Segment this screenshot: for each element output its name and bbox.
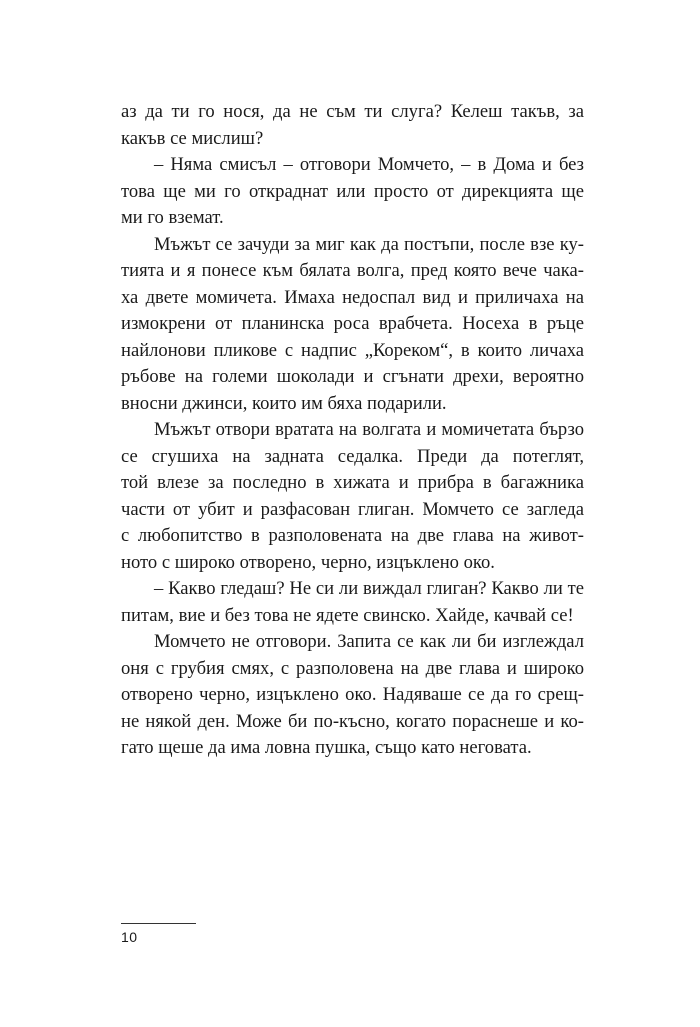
text-line: не някой ден. Може би по-късно, когато пораснеше и ко- <box>121 710 584 732</box>
text-line: Мъжът се зачуди за миг как да постъпи, после взе ку- <box>154 233 584 255</box>
text-line: части от убит и разфасован глиган. Момчето се загледа <box>121 498 584 520</box>
text-line: се сгушиха на задната седалка. Преди да потеглят, <box>121 445 584 467</box>
text-line: вносни джинси, които им бяха подарили. <box>121 392 447 414</box>
text-line: питам, вие и без това не ядете свинско. Хайде, качвай се! <box>121 604 574 626</box>
text-line: – Няма смисъл – отговори Момчето, – в Дома и без <box>154 154 584 175</box>
text-line: Момчето не отговори. Запита се как ли би изглеждал <box>154 631 584 652</box>
text-line: – Какво гледаш? Не си ли виждал глиган? Какво ли те <box>154 578 584 599</box>
text-line: ми го вземат. <box>121 207 224 228</box>
text-line: ното с широко отворено, черно, изцъклено око. <box>121 551 495 573</box>
text-line: какъв се мислиш? <box>121 127 264 149</box>
text-line: той влезе за последно в хижата и прибра в багажника <box>121 472 584 493</box>
text-line: Мъжът отвори вратата на волгата и момичетата бързо <box>154 419 584 440</box>
text-line: аз да ти го нося, да не съм ти слуга? Келеш такъв, за <box>121 101 584 122</box>
text-line: найлонови пликове с надпис „Кореком“, в които личаха <box>121 339 584 361</box>
footer-rule <box>121 923 196 924</box>
text-line: гато щеше да има ловна пушка, също като неговата. <box>121 737 532 758</box>
text-line: ха двете момичета. Имаха недоспал вид и приличаха на <box>121 286 584 308</box>
text-line: измокрени от планинска роса врабчета. Носеха в ръце <box>121 313 584 334</box>
text-line: с любопитство в разполовената на две глава на живот- <box>121 525 584 546</box>
body-text <box>121 99 584 762</box>
text-line: тията и я понесе към бялата волга, пред която вече чака- <box>121 260 584 281</box>
text-line: това ще ми го откраднат или просто от дирекцията ще <box>121 180 584 202</box>
text-line: ръбове на големи шоколади и сгънати дрехи, вероятно <box>121 366 584 387</box>
text-line: оня с грубия смях, с разполовена на две глава и широко <box>121 657 584 679</box>
text-line: отворено черно, изцъклено око. Надяваше се да го срещ- <box>121 684 584 705</box>
page-number: 10 <box>121 929 138 945</box>
